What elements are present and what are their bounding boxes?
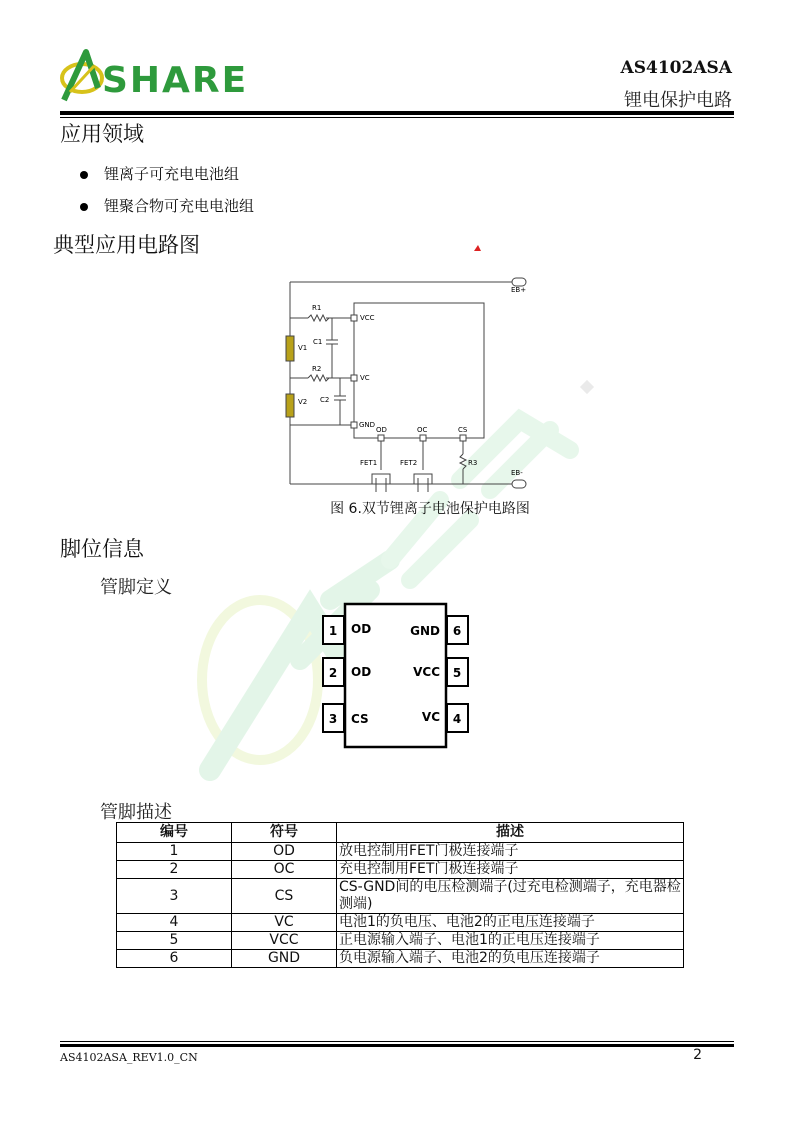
table-cell: 2 [117, 861, 232, 879]
header-model: AS4102ASA [620, 58, 732, 78]
section-title-application: 应用领域 [60, 122, 144, 146]
gnd-label: GND [359, 421, 376, 429]
table-row [117, 861, 684, 879]
page-number: 2 [693, 1047, 702, 1063]
fet2-label: FET2 [400, 459, 418, 467]
logo-text: SHARE [102, 60, 249, 101]
table-row [117, 950, 684, 968]
c1-label: C1 [313, 338, 323, 346]
footer-doc-id: AS4102ASA_REV1.0_CN [60, 1051, 198, 1064]
bullet-icon [80, 203, 88, 211]
bullet-icon [80, 171, 88, 179]
bullet-item: 锂离子可充电电池组 [80, 163, 239, 184]
pin-4-name: VC [421, 710, 440, 724]
pin-3-name: CS [351, 712, 369, 726]
table-cell: VC [232, 914, 337, 932]
r2-label: R2 [312, 365, 322, 373]
small-red-mark [472, 244, 482, 252]
cs-pin-label: CS [458, 426, 468, 434]
application-circuit-diagram [280, 270, 540, 498]
section-title-pins: 脚位信息 [60, 537, 144, 561]
table-cell: 5 [117, 932, 232, 950]
table-header-row [117, 823, 684, 843]
pin-description-title: 管脚描述 [100, 802, 172, 823]
table-cell: 6 [117, 950, 232, 968]
bullet-item: 锂聚合物可充电电池组 [80, 195, 254, 216]
table-cell: 3 [117, 879, 232, 914]
fet1-label: FET1 [360, 459, 378, 467]
circuit-caption: 图 6.双节锂离子电池保护电路图 [330, 501, 530, 517]
table-cell: 4 [117, 914, 232, 932]
table-cell: 电池1的负电压、电池2的正电压连接端子 [337, 914, 684, 932]
header-subtitle: 锂电保护电路 [624, 90, 732, 111]
vc-label: VC [360, 374, 370, 382]
company-logo [58, 48, 278, 104]
table-header: 编号 [117, 823, 232, 843]
table-row [117, 914, 684, 932]
c2-label: C2 [320, 396, 330, 404]
table-header: 符号 [232, 823, 337, 843]
table-cell: 放电控制用FET门极连接端子 [337, 843, 684, 861]
header-rule [60, 111, 734, 115]
r1-label: R1 [312, 304, 322, 312]
pin-description-table [116, 822, 684, 968]
table-cell: OC [232, 861, 337, 879]
battery-v1 [286, 336, 294, 361]
section-title-circuit: 典型应用电路图 [53, 233, 200, 257]
table-cell: 充电控制用FET门极连接端子 [337, 861, 684, 879]
footer-rule [60, 1044, 734, 1047]
eb-minus-label: EB- [511, 469, 523, 477]
vcc-label: VCC [360, 314, 375, 322]
table-cell: GND [232, 950, 337, 968]
pin-5-number: 5 [452, 666, 462, 680]
table-header: 描述 [337, 823, 684, 843]
pin-4-number: 4 [452, 712, 462, 726]
table-cell: CS [232, 879, 337, 914]
table-cell: 1 [117, 843, 232, 861]
pin-2-name: OD [351, 665, 372, 679]
table-cell: OD [232, 843, 337, 861]
od-pin-label: OD [376, 426, 387, 434]
table-cell: CS-GND间的电压检测端子(过充电检测端子，充电器检测端) [337, 879, 684, 914]
battery-v2 [286, 394, 294, 417]
table-row [117, 843, 684, 861]
pin-2-number: 2 [328, 666, 338, 680]
pin-6-number: 6 [452, 624, 462, 638]
pin-definition-title: 管脚定义 [100, 577, 172, 598]
table-cell: VCC [232, 932, 337, 950]
header-rule-thin [60, 117, 734, 118]
eb-plus-label: EB+ [511, 286, 527, 294]
pin-3-number: 3 [328, 712, 338, 726]
table-row [117, 932, 684, 950]
oc-pin-label: OC [417, 426, 428, 434]
r3-label: R3 [468, 459, 478, 467]
pin-5-name: VCC [413, 665, 440, 679]
pin-1-number: 1 [328, 624, 338, 638]
v2-label: V2 [298, 398, 308, 406]
pin-6-name: GND [410, 624, 440, 638]
pin-package-diagram [320, 602, 470, 750]
footer-rule-thin [60, 1041, 734, 1042]
pin-1-name: OD [351, 622, 372, 636]
table-cell: 正电源输入端子、电池1的正电压连接端子 [337, 932, 684, 950]
v1-label: V1 [298, 344, 308, 352]
table-cell: 负电源输入端子、电池2的负电压连接端子 [337, 950, 684, 968]
table-row [117, 879, 684, 914]
